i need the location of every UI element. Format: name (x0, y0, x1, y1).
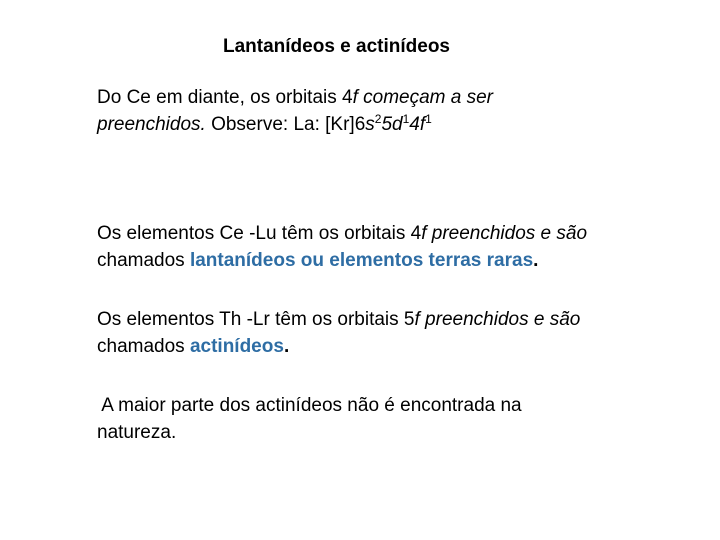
paragraph-line (97, 84, 697, 111)
text-segment: chamados (97, 250, 190, 271)
italic-text: 4 (409, 114, 420, 135)
text-segment: Do Ce em diante, os orbitais 4 (97, 87, 353, 108)
period: . (283, 336, 290, 357)
superscript: 2 (374, 112, 382, 126)
italic-text: s (365, 114, 375, 135)
highlight-term: lantanídeos ou elementos terras raras (189, 250, 534, 271)
text-segment: Observe: La: [Kr]6 (205, 114, 366, 135)
slide-title: Lantanídeos e actinídeos (223, 36, 450, 57)
paragraph-lanthanides (97, 220, 697, 274)
highlight-term: actinídeos (189, 336, 284, 357)
text-segment: Os elementos Ce -Lu têm os orbitais 4 (97, 223, 422, 244)
superscript: 1 (425, 112, 432, 126)
italic-text: f preenchidos e são (414, 309, 581, 330)
italic-text: f (419, 114, 426, 135)
italic-text: f começam a ser (352, 87, 494, 108)
paragraph-line (97, 111, 697, 138)
italic-text: 5 (381, 114, 393, 135)
paragraph-line (97, 333, 697, 360)
paragraph-line: A maior parte dos actinídeos não é encontrada na (97, 395, 522, 416)
paragraph-nature (97, 392, 697, 446)
italic-text: d (392, 114, 403, 135)
paragraph-line (97, 306, 697, 333)
paragraph-line: natureza. (97, 422, 177, 443)
text-segment: Os elementos Th -Lr têm os orbitais 5 (97, 309, 415, 330)
italic-text: f preenchidos e são (421, 223, 588, 244)
paragraph-line (97, 220, 697, 247)
paragraph-line (97, 247, 697, 274)
italic-text: preenchidos. (97, 114, 206, 135)
text-segment: chamados (97, 336, 190, 357)
superscript: 1 (402, 112, 410, 126)
paragraph-orbitals-4f (97, 84, 697, 138)
period: . (533, 250, 539, 271)
paragraph-actinides (97, 306, 697, 360)
